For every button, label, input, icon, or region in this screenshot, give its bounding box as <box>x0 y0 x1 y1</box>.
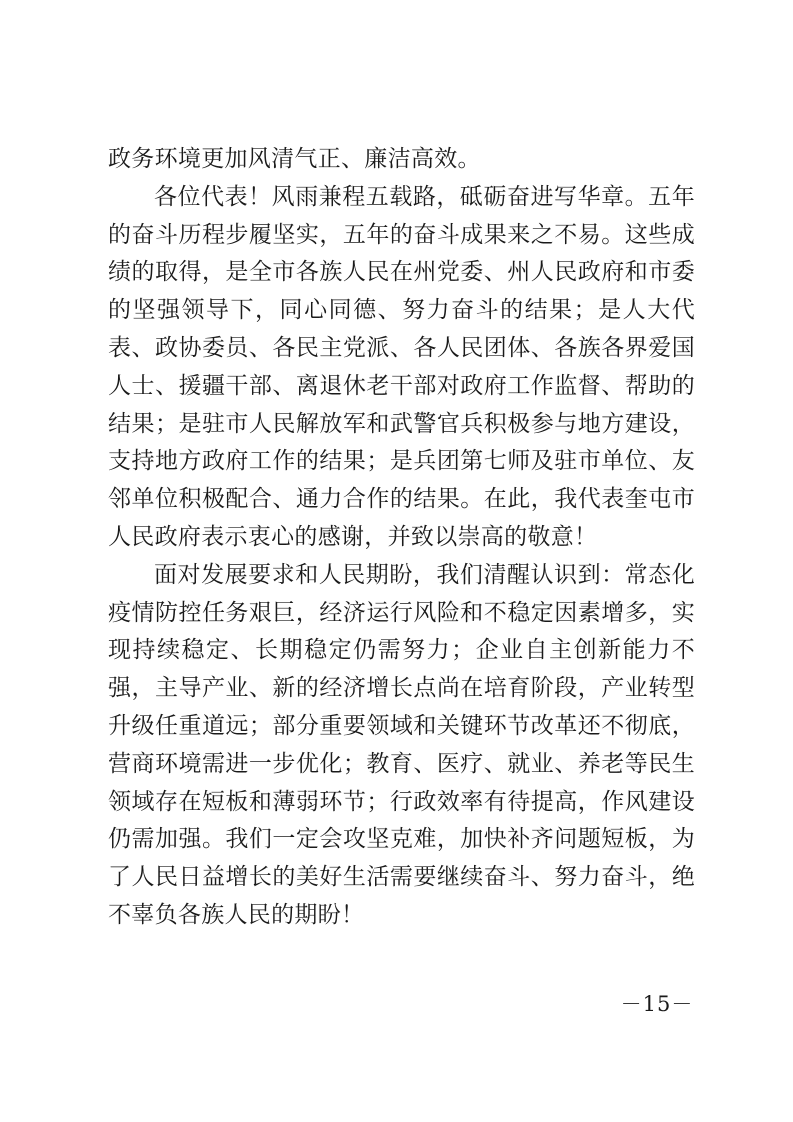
paragraph-challenges: 面对发展要求和人民期盼，我们清醒认识到：常态化疫情防控任务艰巨，经济运行风险和不稳定因素增多，实现持续稳定、长期稳定仍需努力；企业自主创新能力不强，主导产业、新的经济增长点尚在培育阶段，产业转型升级任重道远；部分重要领域和关键环节改革还不彻底，营商环境需进一步优化；教育、医疗、就业、养老等民生领域存在短板和薄弱环节；行政效率有待提高，作风建设仍需加强。我们一定会攻坚克难，加快补齐问题短板，为了人民日益增长的美好生活需要继续奋斗、努力奋斗，绝不辜负各族人民的期盼！ <box>108 561 695 928</box>
body-text <box>108 141 695 935</box>
paragraph-continuation: 政务环境更加风清气正、廉洁高效。 <box>108 146 481 172</box>
page-number: －15－ <box>620 992 694 1016</box>
paragraph-acknowledgement: 各位代表！风雨兼程五载路，砥砺奋进写华章。五年的奋斗历程步履坚实，五年的奋斗成果来之不易。这些成绩的取得，是全市各族人民在州党委、州人民政府和市委的坚强领导下，同心同德、努力奋斗的结果；是人大代表、政协委员、各民主党派、各人民团体、各族各界爱国人士、援疆干部、离退休老干部对政府工作监督、帮助的结果；是驻市人民解放军和武警官兵积极参与地方建设，支持地方政府工作的结果；是兵团第七师及驻市单位、友邻单位积极配合、通力合作的结果。在此，我代表奎屯市人民政府表示衷心的感谢，并致以崇高的敬意！ <box>108 183 695 550</box>
